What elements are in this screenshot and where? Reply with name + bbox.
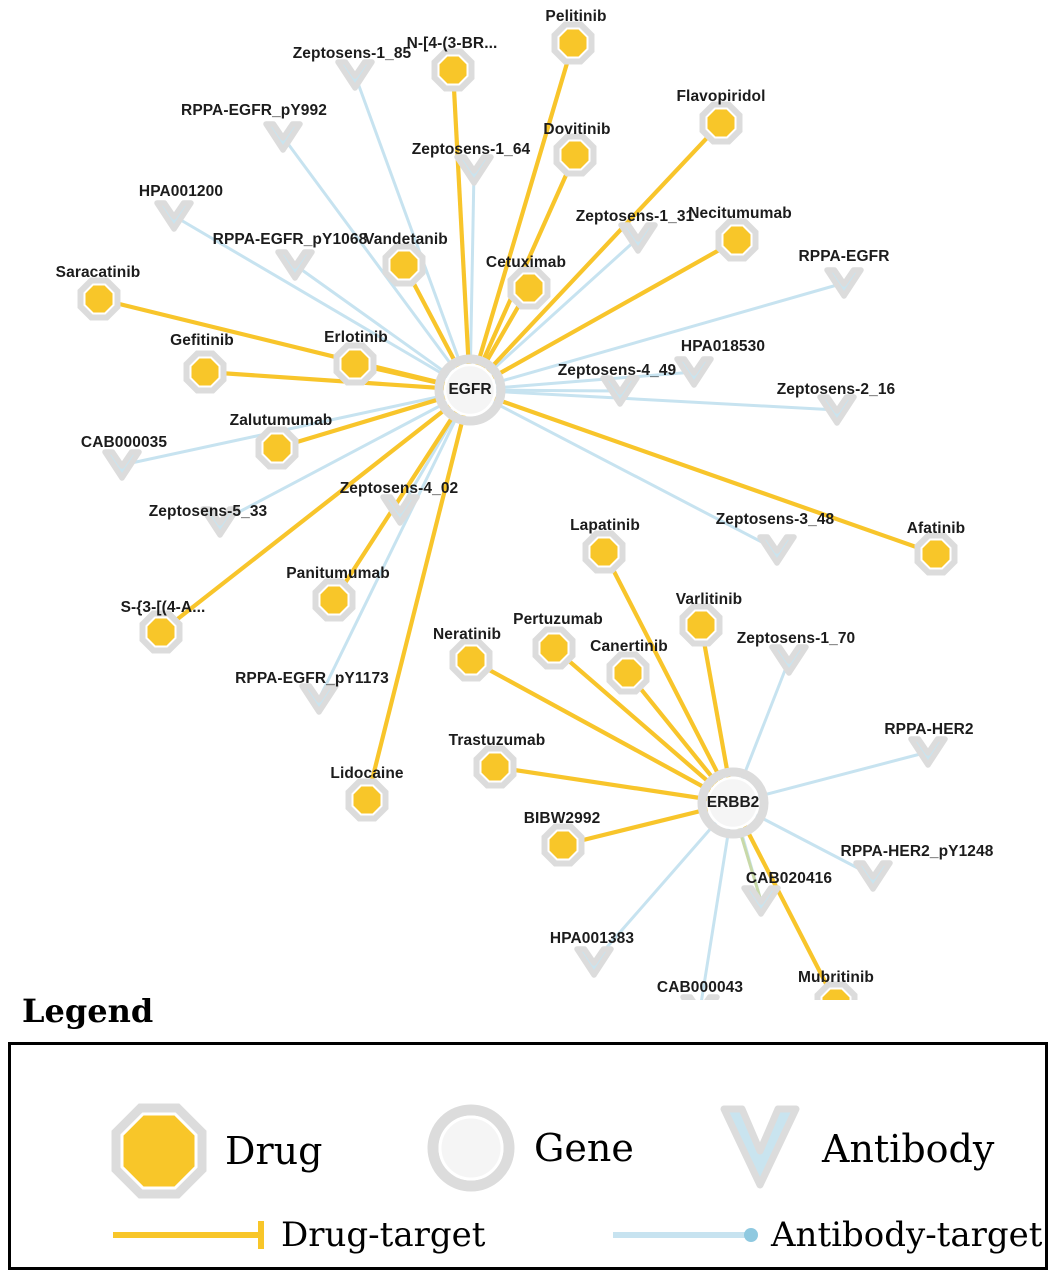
drug-label: Afatinib	[906, 520, 966, 537]
antibody-label: HPA001200	[138, 183, 224, 200]
antibody-label: RPPA-HER2	[884, 721, 974, 738]
drug-octagon-icon	[515, 274, 544, 303]
antibody-node[interactable]	[772, 647, 806, 673]
drug-octagon-icon	[85, 285, 114, 314]
drug-label: Necitumumab	[688, 205, 792, 222]
antibody-label: HPA018530	[680, 338, 766, 355]
antibody-label: RPPA-EGFR_pY992	[181, 102, 327, 119]
antibody-chevron-icon	[157, 203, 191, 229]
antibody-label: RPPA-EGFR_pY1173	[235, 670, 389, 687]
antibody-node[interactable]	[266, 124, 300, 150]
drug-label: Canertinib	[590, 638, 668, 655]
antibody-node[interactable]	[744, 888, 778, 914]
antibody-node[interactable]	[338, 62, 372, 88]
antibody-node[interactable]	[105, 452, 139, 478]
drug-label: Neratinib	[432, 626, 502, 643]
drug-octagon-icon	[561, 141, 590, 170]
drug-node[interactable]	[259, 430, 295, 466]
drug-label: Saracatinib	[55, 264, 141, 281]
drug-label: Pelitinib	[545, 8, 607, 25]
drug-node[interactable]	[349, 782, 385, 818]
legend-label-gene: Gene	[534, 1126, 634, 1170]
antibody-label: Zeptosens-1_31	[575, 208, 695, 225]
antibody-node[interactable]	[827, 270, 861, 296]
drug-label: Lidocaine	[330, 765, 404, 782]
drug-octagon-icon	[457, 646, 486, 675]
drug-label: Flavopiridol	[676, 88, 766, 105]
antibody-chevron-icon	[302, 686, 336, 712]
drug-octagon-icon	[111, 1103, 207, 1199]
antibody-chevron-icon	[744, 888, 778, 914]
legend-edge-label-antibody: Antibody-target	[771, 1215, 1043, 1255]
drug-label: Dovitinib	[543, 121, 611, 138]
drug-label: Vandetanib	[364, 231, 448, 248]
drug-label: Mubritinib	[798, 969, 874, 986]
drug-node[interactable]	[316, 582, 352, 618]
antibody-label: Zeptosens-4_02	[339, 480, 459, 497]
drug-octagon-icon	[320, 586, 349, 615]
drug-node[interactable]	[81, 281, 117, 317]
legend-edge-label-drug: Drug-target	[281, 1215, 486, 1255]
gene-label: EGFR	[448, 381, 492, 398]
drug-node[interactable]	[610, 655, 646, 691]
graph-edge	[319, 390, 470, 699]
drug-node[interactable]	[918, 536, 954, 572]
legend-item-drug	[111, 1103, 322, 1199]
drug-octagon-icon	[263, 434, 292, 463]
antibody-chevron-icon	[760, 537, 794, 563]
drug-label: N-[4-(3-BR...	[406, 35, 498, 52]
drug-octagon-icon	[147, 618, 176, 647]
legend-label-drug: Drug	[225, 1129, 323, 1173]
drug-label: Varlitinib	[675, 591, 743, 608]
drug-node[interactable]	[337, 346, 373, 382]
legend-item-gene	[426, 1103, 634, 1193]
drug-octagon-icon	[353, 786, 382, 815]
antibody-label: RPPA-EGFR_pY1068	[212, 231, 368, 248]
drug-octagon-icon	[687, 611, 716, 640]
gene-circle-icon	[426, 1103, 516, 1193]
drug-node[interactable]	[187, 354, 223, 390]
antibody-label: Zeptosens-4_49	[557, 362, 677, 379]
drug-label: Erlotinib	[324, 329, 388, 346]
drug-label: Lapatinib	[570, 517, 640, 534]
drug-node[interactable]	[536, 630, 572, 666]
antibody-target-edge-icon	[611, 1215, 761, 1255]
drug-octagon-icon	[540, 634, 569, 663]
drug-label: Cetuximab	[485, 254, 567, 271]
gene-label: ERBB2	[706, 794, 760, 811]
antibody-label: Zeptosens-3_48	[715, 511, 835, 528]
antibody-node[interactable]	[302, 686, 336, 712]
drug-node[interactable]	[453, 642, 489, 678]
antibody-node[interactable]	[157, 203, 191, 229]
drug-node[interactable]	[386, 247, 422, 283]
antibody-chevron-icon	[856, 863, 890, 889]
drug-octagon-icon	[439, 56, 468, 85]
drug-node[interactable]	[818, 985, 854, 1000]
antibody-chevron-icon	[457, 157, 491, 183]
antibody-label: HPA001383	[549, 930, 635, 947]
drug-node[interactable]	[719, 222, 755, 258]
antibody-chevron-icon	[716, 1103, 804, 1195]
drug-octagon-icon	[559, 29, 588, 58]
antibody-chevron-icon	[105, 452, 139, 478]
drug-label: Pertuzumab	[513, 611, 603, 628]
drug-node[interactable]	[545, 827, 581, 863]
drug-label: BIBW2992	[523, 810, 601, 827]
drug-octagon-icon	[390, 251, 419, 280]
antibody-label: CAB000043	[656, 979, 744, 996]
antibody-label: Zeptosens-1_64	[411, 141, 531, 158]
graph-edge	[470, 390, 936, 554]
antibody-label: Zeptosens-5_33	[148, 503, 268, 520]
drug-octagon-icon	[549, 831, 578, 860]
graph-edge	[453, 70, 470, 390]
antibody-label: CAB000035	[80, 434, 168, 451]
antibody-chevron-icon	[911, 739, 945, 765]
antibody-label: Zeptosens-1_70	[736, 630, 856, 647]
drug-target-edge-icon	[111, 1215, 271, 1255]
drug-octagon-icon	[922, 540, 951, 569]
drug-octagon-icon	[191, 358, 220, 387]
drug-node[interactable]	[511, 270, 547, 306]
legend-edge-antibody-target	[611, 1215, 1042, 1255]
antibody-chevron-icon	[577, 949, 611, 975]
legend-title: Legend	[22, 992, 154, 1030]
drug-node[interactable]	[557, 137, 593, 173]
drug-node[interactable]	[143, 614, 179, 650]
antibody-label: RPPA-HER2_pY1248	[840, 843, 994, 860]
antibody-chevron-icon	[338, 62, 372, 88]
drug-label: S-{3-[(4-A...	[120, 599, 206, 616]
drug-label: Panitumumab	[286, 565, 390, 582]
legend-box	[8, 1042, 1048, 1270]
legend-label-antibody: Antibody	[822, 1127, 995, 1171]
drug-octagon-icon	[707, 109, 736, 138]
drug-node[interactable]	[435, 52, 471, 88]
antibody-chevron-icon	[266, 124, 300, 150]
drug-node[interactable]	[477, 749, 513, 785]
drug-octagon-icon	[590, 538, 619, 567]
antibody-node[interactable]	[856, 863, 890, 889]
drug-node[interactable]	[586, 534, 622, 570]
antibody-chevron-icon	[772, 647, 806, 673]
antibody-node[interactable]	[457, 157, 491, 183]
drug-label: Zalutumumab	[229, 412, 333, 429]
antibody-chevron-icon	[683, 997, 717, 1000]
antibody-node[interactable]	[760, 537, 794, 563]
antibody-node[interactable]	[911, 739, 945, 765]
legend-item-antibody	[716, 1103, 994, 1195]
drug-octagon-icon	[614, 659, 643, 688]
drug-octagon-icon	[481, 753, 510, 782]
antibody-node[interactable]	[683, 997, 717, 1000]
drug-label: Gefitinib	[170, 332, 234, 349]
antibody-node[interactable]	[577, 949, 611, 975]
drug-label: Trastuzumab	[448, 732, 546, 749]
antibody-label: CAB020416	[745, 870, 833, 887]
drug-node[interactable]	[555, 25, 591, 61]
drug-node[interactable]	[703, 105, 739, 141]
antibody-label: Zeptosens-2_16	[776, 381, 896, 398]
drug-octagon-icon	[723, 226, 752, 255]
legend-edge-drug-target	[111, 1215, 485, 1255]
antibody-label: RPPA-EGFR	[798, 248, 890, 265]
antibody-chevron-icon	[827, 270, 861, 296]
drug-octagon-icon	[341, 350, 370, 379]
antibody-label: Zeptosens-1_85	[292, 45, 412, 62]
drug-node[interactable]	[683, 607, 719, 643]
